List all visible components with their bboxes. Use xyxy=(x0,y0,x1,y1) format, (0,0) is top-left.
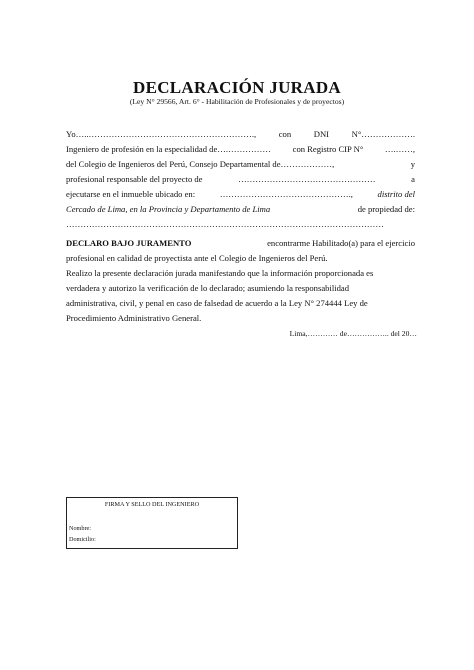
date-line: Lima,………… de…………….. del 20… xyxy=(289,329,417,338)
text-segment: DNI xyxy=(313,129,330,139)
text-segment-bold: DECLARO BAJO JURAMENTO xyxy=(66,238,192,248)
text-segment: verdadera y autorizo la verificación de lo declarado; asumiendo la responsabilidad xyxy=(66,283,349,293)
paragraph-declaration xyxy=(66,236,415,326)
text-line xyxy=(66,217,415,232)
text-line xyxy=(66,187,415,202)
text-line xyxy=(66,157,415,172)
paragraph-identity xyxy=(66,127,415,232)
text-line xyxy=(66,172,415,187)
text-segment: Realizo la presente declaración jurada manifestando que la información proporcionada es xyxy=(66,268,374,278)
text-segment: de propiedad de: xyxy=(357,204,415,214)
text-segment: profesional responsable del proyecto de xyxy=(66,174,203,184)
document-title: DECLARACIÓN JURADA xyxy=(133,78,341,97)
text-segment: ………………………………………., xyxy=(219,189,353,199)
text-line xyxy=(66,251,415,266)
signature-box-title: FIRMA Y SELLO DEL INGENIERO xyxy=(104,501,200,508)
document-subtitle: (Ley N° 29566, Art. 6° - Habilitación de Profesionales y de proyectos) xyxy=(129,97,345,106)
text-segment: profesional en calidad de proyectista ante el Colegio de Ingenieros del Perú. xyxy=(66,253,328,263)
address-label: Domicilio: xyxy=(69,536,96,543)
text-segment: y xyxy=(410,159,415,169)
text-line xyxy=(66,236,415,251)
text-line xyxy=(66,296,415,311)
text-segment: Procedimiento Administrativo General. xyxy=(66,313,202,323)
text-segment: con Registro CIP N° xyxy=(292,144,364,154)
text-line xyxy=(66,202,415,217)
text-segment: ….……, xyxy=(384,144,415,154)
text-segment: ………………………………………………………………………………………………… xyxy=(66,219,384,229)
text-segment: con xyxy=(278,129,292,139)
text-segment: N°………………. xyxy=(351,129,415,139)
text-segment-italic: Cercado de Lima, en la Provincia y Departamento de Lima xyxy=(66,204,271,214)
text-line xyxy=(66,127,415,142)
text-segment: administrativa, civil, y penal en caso de falsedad de acuerdo a la Ley N° 274444 Ley de xyxy=(66,298,368,308)
text-segment: ………………………………………… xyxy=(238,174,376,184)
text-segment: ejecutarse en el inmueble ubicado en: xyxy=(66,189,196,199)
text-segment: del Colegio de Ingenieros del Perú, Consejo Departamental de………………, xyxy=(66,159,335,169)
text-line xyxy=(66,311,415,326)
name-label: Nombre: xyxy=(69,525,91,532)
signature-box xyxy=(66,497,238,549)
text-line xyxy=(66,142,415,157)
text-line xyxy=(66,266,415,281)
text-segment: a xyxy=(411,174,415,184)
text-segment: Yo…..…………………………………………………., xyxy=(66,129,257,139)
text-segment: encontrarme Habilitado(a) para el ejercicio xyxy=(267,238,415,248)
text-segment: Ingeniero de profesión en la especialidad de….…………… xyxy=(66,144,271,154)
text-segment-italic: distrito del xyxy=(377,189,415,199)
text-line xyxy=(66,281,415,296)
